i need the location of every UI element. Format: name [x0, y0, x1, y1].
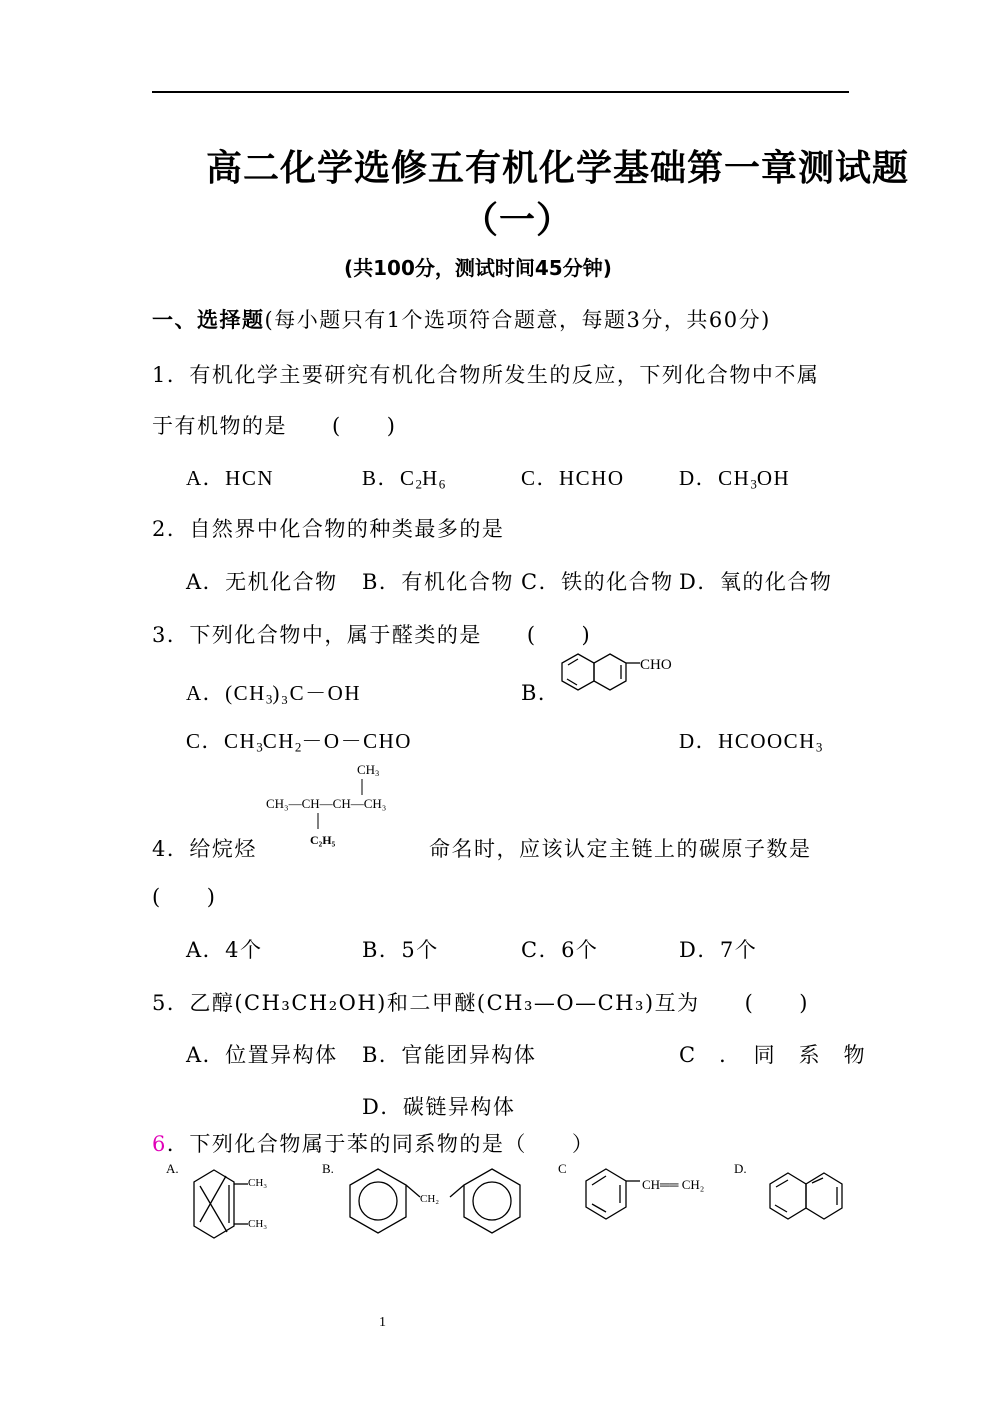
q4-stem-suffix: 命名时，应该认定主链上的碳原子数是: [429, 837, 812, 861]
q5-option-a: A．位置异构体: [186, 1043, 338, 1067]
q4-stem-line2: ( ): [152, 885, 217, 909]
q3-option-b-label: B．: [521, 681, 561, 705]
q3-option-a: [186, 677, 361, 707]
q2-stem: 2．自然界中化合物的种类最多的是: [152, 517, 505, 541]
q6-d-naphthalene-structure: [768, 1170, 848, 1232]
q1-option-d: [679, 462, 790, 492]
q6-stem: [152, 1128, 594, 1158]
q3-b-cho-label: CHO: [640, 657, 672, 673]
q4-option-d: D．7个: [679, 938, 758, 962]
q3-c-suffix: －O－CHO: [301, 729, 412, 753]
q4-option-c: C．6个: [521, 938, 599, 962]
q3-d-prefix: D．HCOOCH: [679, 729, 816, 753]
q4-struct-main: CH₃—CH—CH—CH₃: [266, 796, 387, 811]
q1-option-b: [362, 462, 445, 492]
q4-option-a: A．4个: [186, 938, 263, 962]
q6-a-methyl-2: CH₃: [248, 1218, 268, 1230]
q3-c-n1: 3: [256, 739, 263, 755]
q2-option-c: C．铁的化合物: [521, 570, 674, 594]
q6-option-d-label: D.: [734, 1161, 747, 1176]
q3-option-d: [679, 725, 822, 755]
q3-c-mid: CH: [262, 729, 295, 753]
q1-b-prefix: B．C: [362, 466, 416, 490]
q2-option-b: B．有机化合物: [362, 570, 514, 594]
q6-option-a-label: A.: [166, 1161, 179, 1176]
section-note: (每小题只有1个选项符合题意，每题3分，共60分): [264, 308, 771, 332]
q1-b-n2: 6: [438, 476, 446, 492]
q3-stem: 3．下列化合物中，属于醛类的是 ( ): [152, 623, 592, 647]
section-heading: [152, 304, 771, 334]
q3-a-prefix: A．(CH: [186, 681, 266, 705]
q1-option-a: A．HCN: [186, 466, 275, 490]
q1-d-suffix: OH: [756, 466, 791, 490]
q4-upper-bond: [360, 779, 364, 797]
naphthaldehyde-structure: [558, 652, 648, 694]
q5-stem: 5．乙醇(CH₃CH₂OH)和二甲醚(CH₃—O—CH₃)互为 ( ): [152, 991, 809, 1015]
q6-option-c-label: C: [558, 1161, 567, 1176]
q5-option-c: C ． 同 系 物: [679, 1043, 867, 1067]
q3-a-n: 3: [265, 691, 273, 707]
q6-c-styrene-structure: [584, 1166, 644, 1228]
q6-b-bridge: CH₂: [420, 1193, 440, 1205]
q4-struct-top: [357, 762, 379, 778]
q4-struct-top-n: 3: [375, 769, 380, 778]
q2-option-d: D．氧的化合物: [679, 570, 833, 594]
q1-option-c: C．HCHO: [521, 466, 625, 490]
section-title: 一、选择题: [152, 308, 265, 332]
q3-c-n2: 2: [294, 739, 302, 755]
q6-c-vinyl: CH══ CH₂: [642, 1177, 705, 1192]
q1-b-mid: H: [422, 466, 439, 490]
q5-option-d: D．碳链异构体: [362, 1095, 516, 1119]
q1-stem-line2: 于有机物的是 ( ): [152, 414, 397, 438]
q5-option-b: B．官能团异构体: [362, 1043, 537, 1067]
header-rule: [152, 91, 849, 93]
q3-d-n: 3: [815, 739, 823, 755]
q6-stem-text: ．下列化合物属于苯的同系物的是（ ）: [166, 1132, 595, 1156]
page-title-line2: （一）: [462, 200, 574, 241]
page-number: 1: [379, 1315, 386, 1330]
q6-a-methyl-1: CH₃: [248, 1177, 268, 1189]
q1-stem-line1: 1．有机化学主要研究有机化合物所发生的反应，下列化合物中不属: [152, 363, 820, 387]
q3-c-prefix: C．CH: [186, 729, 257, 753]
q4-stem-prefix: 4．给烷烃: [152, 837, 257, 861]
q6-number: 6: [152, 1132, 167, 1156]
q4-option-b: B．5个: [362, 938, 439, 962]
q4-struct-top-ch: CH: [357, 762, 376, 777]
q1-d-n: 3: [750, 476, 757, 492]
q6-a-xylene-structure: [190, 1168, 250, 1243]
q6-option-b-label: B.: [322, 1161, 334, 1176]
q3-a-suffix: )₃C－OH: [272, 681, 362, 705]
q4-lower-bond: [316, 813, 320, 831]
q1-d-prefix: D．CH: [679, 466, 751, 490]
q2-option-a: A．无机化合物: [186, 570, 338, 594]
q4-struct-bottom: C₂H₅: [310, 833, 336, 847]
q3-option-c: [186, 725, 412, 755]
test-info: (共100分，测试时间45分钟): [344, 256, 612, 280]
page-title: 高二化学选修五有机化学基础第一章测试题: [206, 148, 910, 189]
q1-b-n1: 2: [415, 476, 423, 492]
